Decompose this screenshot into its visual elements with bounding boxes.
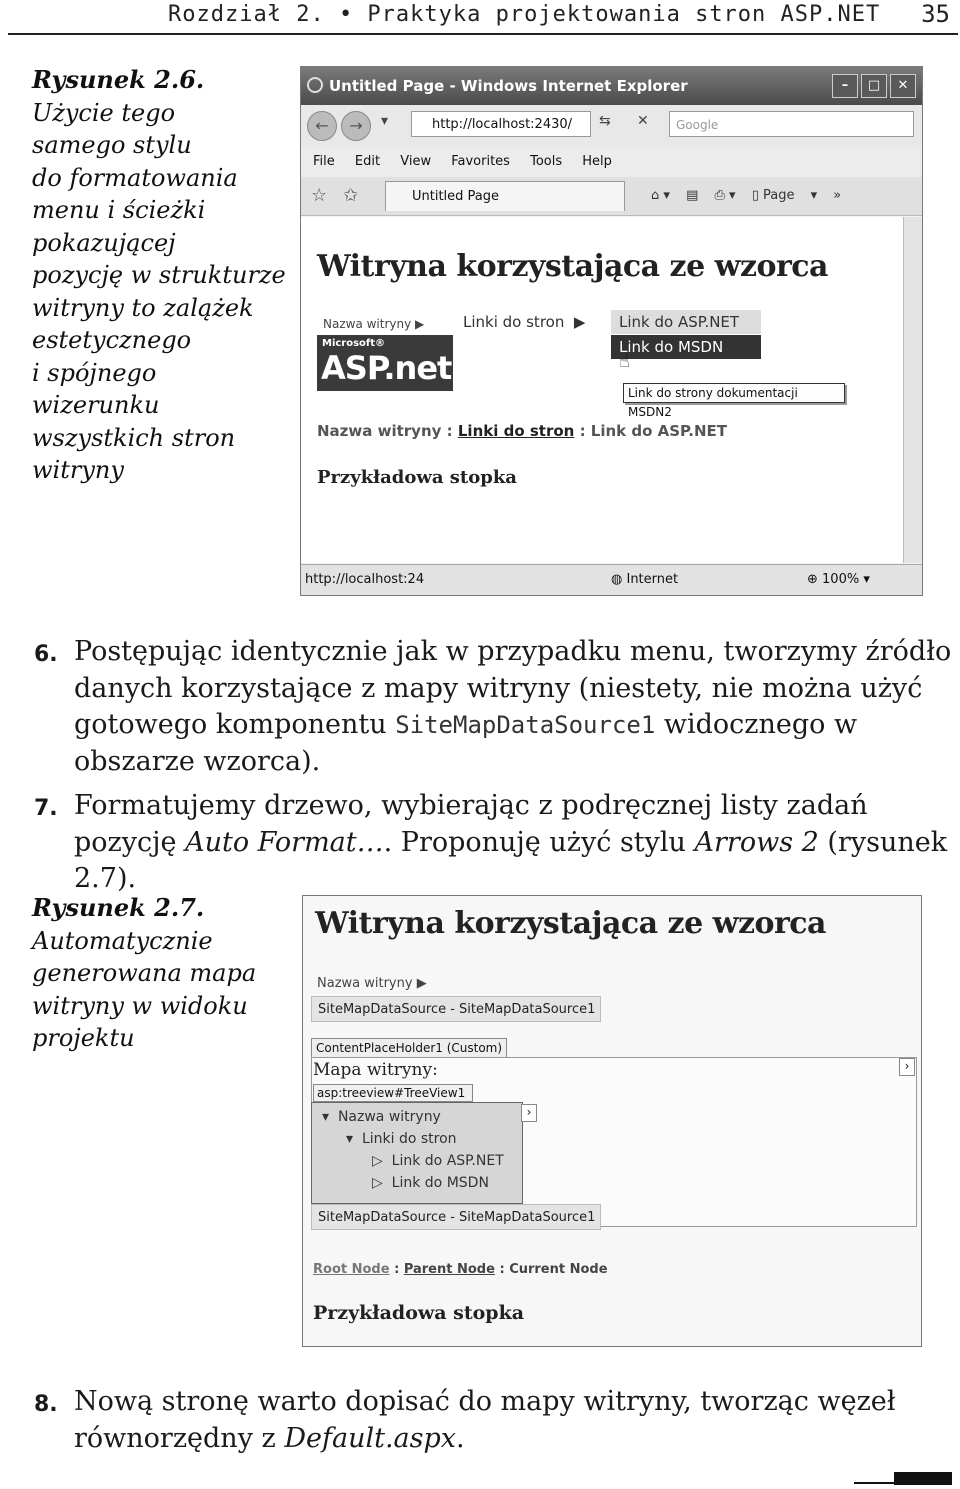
back-arrow-icon[interactable]: ← (307, 111, 337, 141)
forward-arrow-icon[interactable]: → (341, 111, 371, 141)
design-view (302, 895, 922, 1347)
page-menu-button[interactable]: ▯ Page ▾ (751, 188, 818, 203)
map-label: Mapa witryny: (313, 1060, 438, 1080)
favorites-bar (301, 177, 922, 216)
treeview[interactable] (311, 1102, 523, 1204)
page-number: 35 (921, 0, 950, 28)
breadcrumb-current: Current Node (509, 1262, 608, 1277)
page-footer: Przykładowa stopka (317, 467, 517, 488)
chapter-title: Rozdział 2. • Praktyka projektowania stron ASP.NET (168, 2, 881, 27)
breadcrumb-parent[interactable]: Parent Node (403, 1262, 495, 1277)
sitemapdatasource-bottom[interactable]: SiteMapDataSource - SiteMapDataSource1 (311, 1204, 601, 1230)
site-heading: Witryna korzystająca ze wzorca (315, 906, 826, 941)
browser-window (300, 66, 923, 596)
page-content (301, 217, 904, 563)
menu-bar (301, 147, 922, 177)
breadcrumb-current: Link do ASP.NET (590, 422, 728, 440)
site-heading: Witryna korzystająca ze wzorca (317, 249, 828, 284)
tab-untitled-page[interactable]: Untitled Page (385, 181, 625, 211)
maximize-button[interactable]: □ (861, 74, 887, 98)
corner-mark (894, 1472, 952, 1485)
minimize-button[interactable]: – (832, 74, 858, 98)
menu-edit[interactable]: Edit (354, 154, 381, 169)
tree-node-label: Link do ASP.NET (391, 1153, 504, 1169)
caption-line: pozycję w strukturze (32, 261, 286, 289)
caption-line: witryny (32, 456, 124, 484)
chevron-down-icon[interactable]: ▾ (381, 113, 389, 129)
refresh-icon[interactable]: ⇆ (599, 113, 611, 129)
home-icon[interactable]: ⌂ ▾ (651, 188, 670, 203)
ie-logo-icon (307, 77, 323, 93)
breadcrumb-separator: : (441, 422, 458, 440)
search-input[interactable]: Google (669, 111, 914, 137)
address-bar[interactable]: http://localhost:2430/ (411, 111, 591, 137)
caption-line: pokazującej (32, 228, 176, 257)
tree-node-label: Nazwa witryny (337, 1109, 441, 1125)
submenu-item-aspnet[interactable]: Link do ASP.NET (611, 310, 761, 334)
breadcrumb-separator: : (574, 422, 591, 440)
step-text: Formatujemy drzewo, wybierając z podręcznej listy zadań pozycję (74, 790, 868, 858)
step-8 (34, 1384, 954, 1457)
step-number: 7. (34, 796, 58, 821)
breadcrumb-separator: : (389, 1262, 404, 1277)
tree-node-label: Link do MSDN (391, 1175, 489, 1191)
add-favorite-icon[interactable]: ✩ (343, 185, 359, 206)
breadcrumb-separator: : (494, 1262, 510, 1277)
sitemapdatasource-top[interactable]: SiteMapDataSource - SiteMapDataSource1 (311, 996, 601, 1022)
aspnet-logo-text: ASP.net (321, 349, 452, 387)
favorites-star-icon[interactable]: ☆ (311, 185, 328, 206)
menu-item-label: Linki do stron (463, 313, 565, 331)
status-bar (301, 564, 922, 595)
site-name-label: Nazwa witryny (323, 317, 412, 331)
menu-file[interactable]: File (313, 154, 335, 169)
aspnet-logo (317, 335, 453, 391)
step-text: Postępując identycznie jak w przypadku menu, tworzymy źródło danych korzystające z mapy witryny (niestety, nie można użyć gotowego komponentu (74, 636, 952, 740)
step-number: 6. (34, 642, 58, 667)
status-url: http://localhost:24 (305, 572, 425, 587)
internet-zone: ◍ Internet (611, 572, 679, 587)
step-6 (34, 634, 954, 780)
print-icon[interactable]: ⎙ ▾ (714, 188, 736, 203)
corner-line (854, 1482, 894, 1484)
site-name-menu[interactable]: Nazwa witryny ▶ (323, 317, 425, 331)
submenu-item-msdn[interactable]: Link do MSDN (611, 335, 761, 359)
caption-line: menu i ścieżki (32, 196, 206, 224)
caption-line: projektu (32, 1024, 135, 1052)
breadcrumb-root[interactable]: Root Node (313, 1262, 390, 1277)
caption-line: witryny to zalążek (32, 293, 254, 322)
page-header (0, 0, 960, 36)
treeview-tag[interactable]: asp:treeview#TreeView1 (313, 1084, 473, 1102)
step-text: widocznego w obszarze wzorca). (74, 709, 858, 777)
tree-node-label: Linki do stron (361, 1131, 457, 1147)
menu-item-linki[interactable]: Linki do stron ▶ (463, 313, 586, 331)
italic-term: Auto Format… (185, 826, 384, 858)
breadcrumb-link[interactable]: Linki do stron (457, 422, 575, 440)
caption-line: samego stylu (32, 131, 192, 159)
caption-line: estetycznego (32, 326, 192, 354)
caption-line: Automatycznie (32, 926, 213, 955)
breadcrumb-root[interactable]: Nazwa witryny (317, 422, 442, 440)
tooltip: Link do strony dokumentacji MSDN2 (623, 383, 845, 403)
figure-2-7-caption (32, 892, 256, 1055)
step-text: (rysunek 2.7). (74, 826, 948, 894)
menu-tools[interactable]: Tools (530, 154, 563, 169)
window-title: Untitled Page - Windows Internet Explorer (329, 77, 688, 95)
caption-line: witryny w widoku (32, 991, 248, 1020)
close-button[interactable]: ✕ (890, 74, 916, 98)
tree-node[interactable]: ▾ Nazwa witryny (322, 1109, 441, 1125)
contentplaceholder-tag[interactable]: ContentPlaceHolder1 (Custom) (311, 1038, 507, 1058)
figure-2-6-caption (32, 64, 286, 487)
header-rule (8, 33, 958, 35)
smart-tag-chevron-icon[interactable]: › (521, 1104, 537, 1122)
italic-term: Arrows 2 (694, 826, 819, 858)
figure-label: Rysunek 2.6. (32, 65, 205, 94)
chevron-more-icon[interactable]: » (833, 188, 842, 203)
zoom-control[interactable]: ⊕ 100% ▾ (807, 572, 870, 587)
italic-term: Default.aspx (284, 1422, 456, 1454)
page-menu-label: Page (763, 188, 795, 203)
tree-node[interactable]: ▾ Linki do stron (346, 1131, 457, 1147)
hand-cursor-icon: ☝ (619, 351, 630, 372)
zone-label: Internet (626, 572, 679, 587)
menu-help[interactable]: Help (582, 154, 612, 169)
site-name-label: Nazwa witryny (317, 976, 413, 991)
chevron-right-icon[interactable]: › (899, 1058, 915, 1076)
command-bar (651, 177, 853, 215)
tree-node[interactable]: ▷ Link do ASP.NET (372, 1153, 504, 1169)
menu-favorites[interactable]: Favorites (451, 154, 510, 169)
tree-node[interactable]: ▷ Link do MSDN (372, 1175, 489, 1191)
caption-line: Użycie tego (32, 98, 176, 127)
menu-view[interactable]: View (400, 154, 432, 169)
step-7 (34, 788, 954, 898)
step-text: Nową stronę warto dopisać do mapy witryny, tworząc węzeł równorzędny z (74, 1386, 896, 1454)
microsoft-label: Microsoft® (322, 338, 386, 349)
caption-line: i spójnego (32, 358, 157, 387)
figure-label: Rysunek 2.7. (32, 893, 205, 922)
feeds-icon[interactable]: ▤ (686, 188, 699, 203)
caption-line: wizerunku (32, 391, 160, 419)
site-name-menu[interactable]: Nazwa witryny ▶ (317, 976, 427, 991)
window-titlebar (301, 67, 922, 105)
window-controls (832, 74, 916, 98)
zoom-level: 100% (822, 572, 860, 587)
caption-line: do formatowania (32, 163, 238, 192)
caption-line: generowana mapa (32, 959, 257, 987)
navigation-bar (301, 105, 922, 147)
vertical-scrollbar[interactable] (903, 217, 922, 563)
stop-icon[interactable]: ✕ (637, 113, 649, 129)
step-text: . Proponuję użyć stylu (383, 826, 695, 858)
sitemap-path (313, 1262, 608, 1277)
code-text: SiteMapDataSource1 (395, 711, 656, 739)
step-text: . (456, 1422, 465, 1454)
breadcrumb (317, 422, 727, 440)
step-number: 8. (34, 1392, 58, 1417)
page-footer: Przykładowa stopka (313, 1302, 525, 1324)
caption-line: wszystkich stron (32, 423, 236, 452)
